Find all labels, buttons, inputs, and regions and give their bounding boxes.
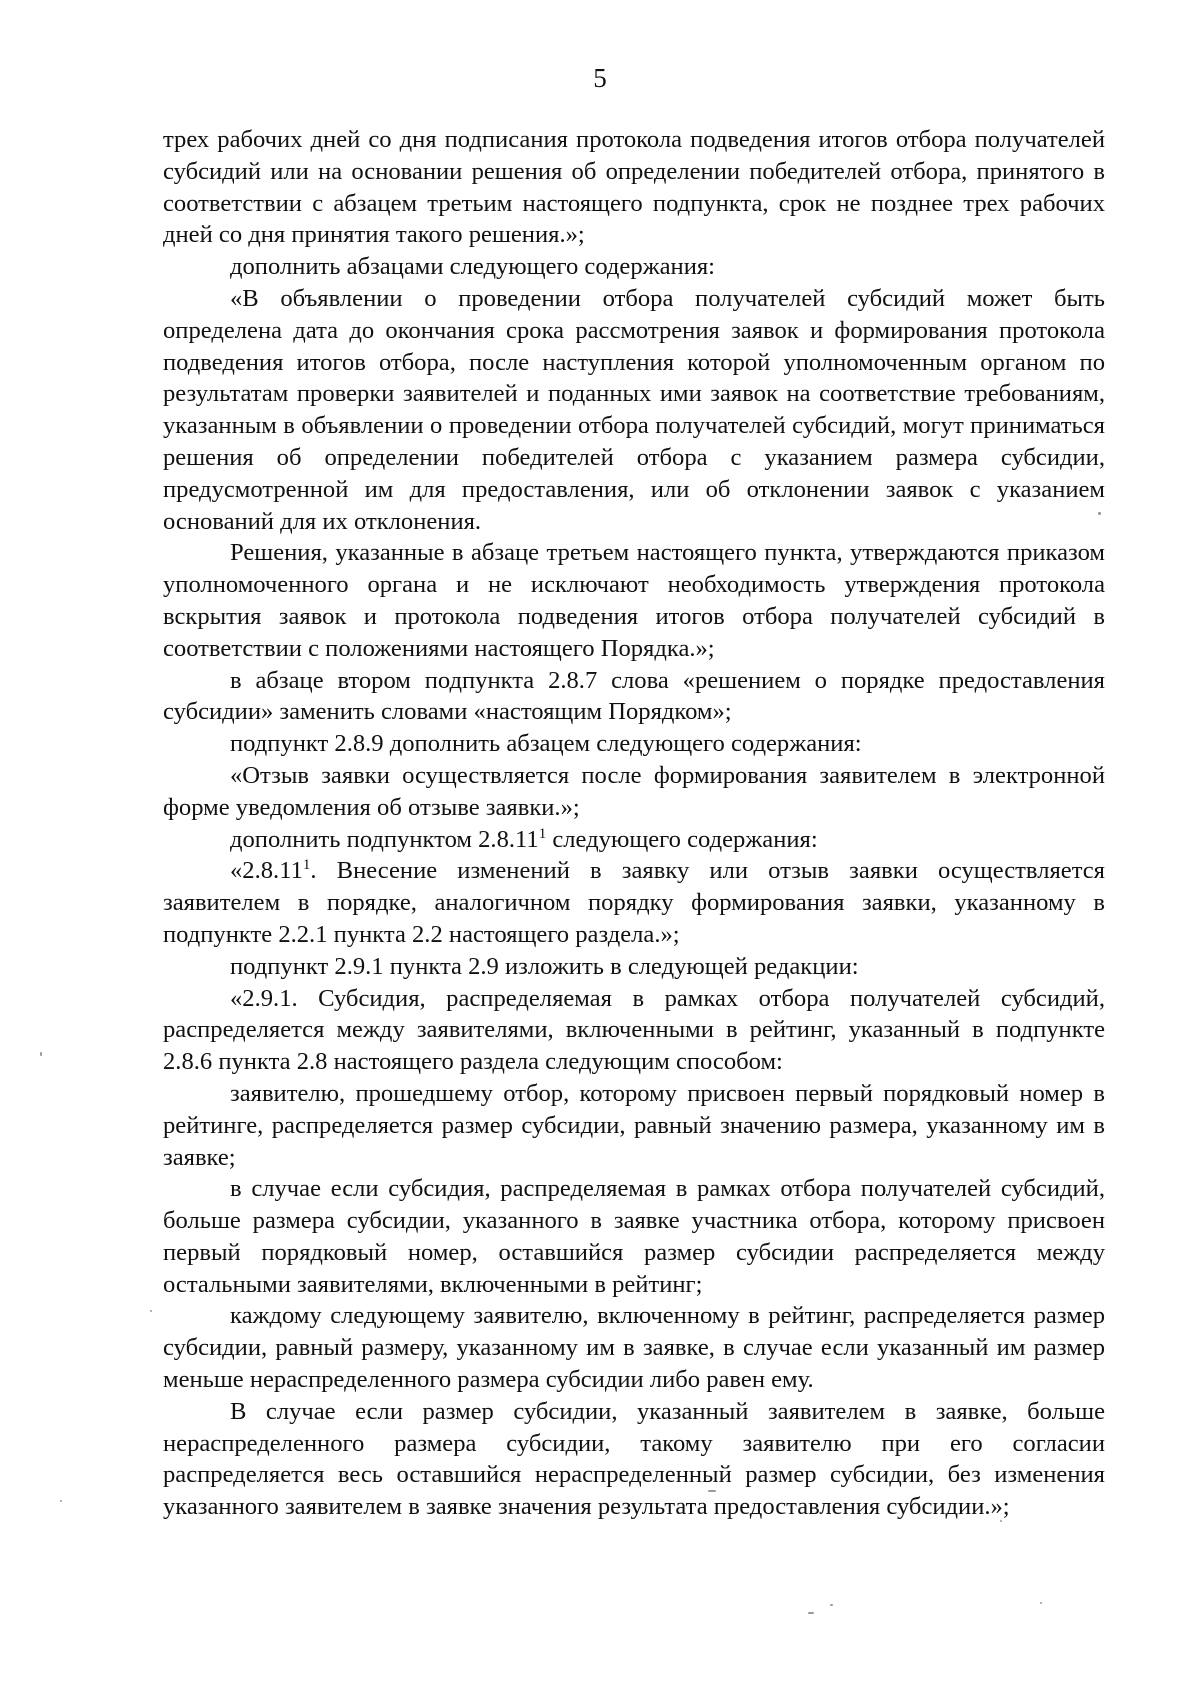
- paragraph: «В объявлении о проведении отбора получателей субсидий может быть определена дата до окончания срока рассмотрения заявок и формирования протокола подведения итогов отбора, после наступления которой уполномоченным органом по результатам проверки заявителей и поданных ими заявок на соответствие требованиям, указанным в объявлении о проведении отбора получателей субсидий, могут приниматься решения об определении победителей отбора с указанием размера субсидии, предусмотренной им для предоставления, или об отклонении заявок с указанием оснований для их отклонения.: [163, 284, 1105, 535]
- scan-speck: [1040, 1602, 1042, 1604]
- scan-speck: [40, 1052, 42, 1056]
- paragraph: в случае если субсидия, распределяемая в рамках отбора получателей субсидий, больше размера субсидии, указанного в заявке участника отбора, которому присвоен первый порядковый номер, оставшийся размер субсидии распределяется между остальными заявителями, включенными в рейтинг;: [163, 1175, 1105, 1298]
- paragraph: «Отзыв заявки осуществляется после формирования заявителем в электронной форме уведомления об отзыве заявки.»;: [163, 761, 1105, 821]
- scan-speck: [150, 1310, 152, 1312]
- scan-speck: [1000, 1520, 1002, 1522]
- scan-speck: [830, 1604, 833, 1606]
- paragraph: подпункт 2.9.1 пункта 2.9 изложить в следующей редакции:: [230, 952, 859, 980]
- paragraph: в абзаце втором подпункта 2.8.7 слова «решением о порядке предоставления субсидии» заменить словами «настоящим Порядком»;: [163, 666, 1105, 726]
- paragraph: дополнить абзацами следующего содержания:: [230, 253, 716, 281]
- paragraph: заявителю, прошедшему отбор, которому присвоен первый порядковый номер в рейтинге, распределяется размер субсидии, равный значению размера, указанному им в заявке;: [163, 1079, 1105, 1171]
- paragraph-text: следующего содержания:: [546, 825, 818, 853]
- paragraph-text: «2.8.11: [230, 857, 303, 885]
- paragraph: трех рабочих дней со дня подписания протокола подведения итогов отбора получателей субсидий или на основании решения об определении победителей отбора, принятого в соответствии с абзацем третьим настоящего подпункта, срок не позднее трех рабочих дней со дня принятия такого решения.»;: [163, 126, 1105, 249]
- paragraph: «2.9.1. Субсидия, распределяемая в рамках отбора получателей субсидий, распределяется между заявителями, включенными в рейтинг, указанный в подпункте 2.8.6 пункта 2.8 настоящего раздела следующим способом:: [163, 984, 1105, 1076]
- paragraph-text: дополнить подпунктом 2.8.11: [230, 825, 539, 853]
- page-number: 5: [593, 63, 607, 93]
- scan-speck: [60, 1500, 62, 1502]
- paragraph: [163, 855, 1105, 950]
- paragraph: Решения, указанные в абзаце третьем настоящего пункта, утверждаются приказом уполномоченного органа и не исключают необходимость утверждения протокола вскрытия заявок и протокола подведения итогов отбора получателей субсидий в соответствии с положениями настоящего Порядка.»;: [163, 539, 1105, 662]
- superscript: 1: [538, 825, 547, 842]
- scan-speck: [1098, 512, 1101, 515]
- paragraph: В случае если размер субсидии, указанный заявителем в заявке, больше нераспределенного размера субсидии, такому заявителю при его согласии распределяется весь оставшийся нераспределенный размер субсидии, без изменения указанного заявителем в заявке значения результата предоставления субсидии.»;: [163, 1397, 1105, 1521]
- scan-speck: [808, 1612, 814, 1614]
- document-body: [163, 124, 1105, 1523]
- paragraph: подпункт 2.8.9 дополнить абзацем следующего содержания:: [230, 730, 862, 758]
- paragraph: каждому следующему заявителю, включенному в рейтинг, распределяется размер субсидии, равный размеру, указанному им в заявке, в случае если указанный им размер меньше нераспределенного размера субсидии либо равен ему.: [163, 1302, 1105, 1394]
- superscript: 1: [302, 857, 311, 874]
- scan-speck: [708, 1490, 716, 1492]
- paragraph-text: . Внесение изменений в заявку или отзыв заявки осуществляется заявителем в порядке, аналогичном порядку формирования заявки, указанному в подпункте 2.2.1 пункта 2.2 настоящего раздела.»;: [163, 857, 1105, 948]
- paragraph: [163, 824, 1105, 856]
